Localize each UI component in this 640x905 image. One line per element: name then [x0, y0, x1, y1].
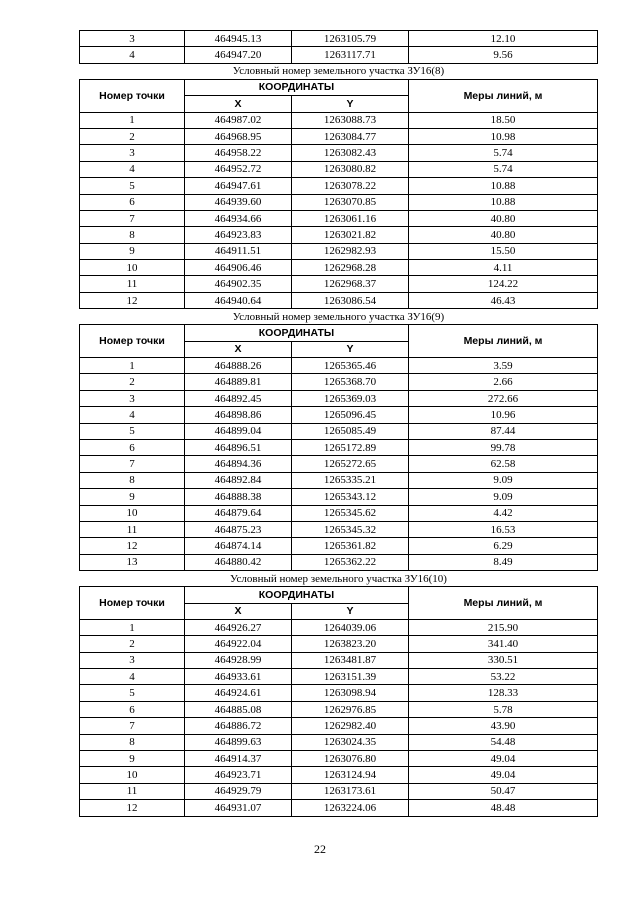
table-row: [80, 489, 598, 505]
point-number-cell: 6: [80, 439, 185, 455]
line-length-cell: 54.48: [409, 734, 598, 750]
point-number-cell: 2: [80, 374, 185, 390]
point-number-cell: 11: [80, 276, 185, 292]
point-number-header: Номер точки: [80, 79, 185, 112]
y-coordinate-cell: 1262976.85: [292, 701, 409, 717]
table-row: [80, 390, 598, 406]
table-row: [80, 47, 598, 63]
line-length-cell: 5.74: [409, 161, 598, 177]
y-coordinate-cell: 1265345.62: [292, 505, 409, 521]
point-number-cell: 3: [80, 31, 185, 47]
table-row: [80, 210, 598, 226]
coordinates-table-body: [80, 31, 598, 817]
x-coordinate-cell: 464875.23: [185, 521, 292, 537]
x-coordinate-cell: 464902.35: [185, 276, 292, 292]
x-coordinate-cell: 464885.08: [185, 701, 292, 717]
line-length-cell: 341.40: [409, 636, 598, 652]
point-number-header: Номер точки: [80, 587, 185, 620]
point-number-cell: 8: [80, 472, 185, 488]
point-number-cell: 13: [80, 554, 185, 570]
line-length-cell: 9.56: [409, 47, 598, 63]
y-coordinate-cell: 1263224.06: [292, 800, 409, 816]
y-coordinate-cell: 1262968.37: [292, 276, 409, 292]
line-length-cell: 15.50: [409, 243, 598, 259]
point-number-cell: 3: [80, 390, 185, 406]
line-length-cell: 272.66: [409, 390, 598, 406]
coordinates-header: КООРДИНАТЫ: [185, 587, 409, 603]
point-number-cell: 5: [80, 685, 185, 701]
y-coordinate-cell: 1263024.35: [292, 734, 409, 750]
line-length-cell: 8.49: [409, 554, 598, 570]
y-coordinate-cell: 1262982.93: [292, 243, 409, 259]
point-number-cell: 8: [80, 227, 185, 243]
x-coordinate-cell: 464898.86: [185, 407, 292, 423]
point-number-cell: 2: [80, 636, 185, 652]
parcel-caption-row: [80, 63, 598, 79]
line-length-header: Меры линий, м: [409, 325, 598, 358]
x-coordinate-cell: 464929.79: [185, 783, 292, 799]
line-length-cell: 9.09: [409, 489, 598, 505]
y-coordinate-cell: 1265365.46: [292, 358, 409, 374]
table-row: [80, 260, 598, 276]
point-number-cell: 12: [80, 800, 185, 816]
x-coordinate-cell: 464923.83: [185, 227, 292, 243]
x-coordinate-cell: 464922.04: [185, 636, 292, 652]
y-coordinate-cell: 1262968.28: [292, 260, 409, 276]
line-length-cell: 4.42: [409, 505, 598, 521]
table-row: [80, 194, 598, 210]
table-row: [80, 407, 598, 423]
y-coordinate-cell: 1263124.94: [292, 767, 409, 783]
point-number-cell: 1: [80, 112, 185, 128]
x-coordinate-cell: 464947.61: [185, 178, 292, 194]
y-coordinate-cell: 1263088.73: [292, 112, 409, 128]
line-length-cell: 49.04: [409, 767, 598, 783]
x-coordinate-cell: 464947.20: [185, 47, 292, 63]
parcel-title: Условный номер земельного участка ЗУ16(8): [80, 63, 598, 79]
y-coordinate-cell: 1265345.32: [292, 521, 409, 537]
table-row: [80, 178, 598, 194]
y-coordinate-cell: 1265096.45: [292, 407, 409, 423]
y-coordinate-cell: 1265369.03: [292, 390, 409, 406]
y-coordinate-cell: 1265272.65: [292, 456, 409, 472]
y-coordinate-cell: 1263823.20: [292, 636, 409, 652]
table-row: [80, 128, 598, 144]
table-row: [80, 161, 598, 177]
y-coordinate-cell: 1263080.82: [292, 161, 409, 177]
y-coordinate-cell: 1263078.22: [292, 178, 409, 194]
parcel-caption-row: [80, 309, 598, 325]
line-length-cell: 46.43: [409, 292, 598, 308]
table-row: [80, 112, 598, 128]
x-coordinate-cell: 464911.51: [185, 243, 292, 259]
table-row: [80, 701, 598, 717]
parcel-caption-row: [80, 571, 598, 587]
y-coordinate-cell: 1262982.40: [292, 718, 409, 734]
header-row: [80, 325, 598, 341]
x-coordinate-cell: 464939.60: [185, 194, 292, 210]
line-length-cell: 9.09: [409, 472, 598, 488]
line-length-cell: 4.11: [409, 260, 598, 276]
x-coordinate-cell: 464914.37: [185, 751, 292, 767]
point-number-cell: 6: [80, 194, 185, 210]
y-header: Y: [292, 603, 409, 619]
table-row: [80, 292, 598, 308]
point-number-cell: 7: [80, 210, 185, 226]
point-number-cell: 9: [80, 489, 185, 505]
line-length-cell: 40.80: [409, 227, 598, 243]
point-number-cell: 12: [80, 538, 185, 554]
x-coordinate-cell: 464906.46: [185, 260, 292, 276]
header-row: [80, 587, 598, 603]
x-header: X: [185, 341, 292, 357]
y-coordinate-cell: 1263481.87: [292, 652, 409, 668]
table-row: [80, 374, 598, 390]
y-coordinate-cell: 1265085.49: [292, 423, 409, 439]
x-coordinate-cell: 464924.61: [185, 685, 292, 701]
table-row: [80, 538, 598, 554]
table-row: [80, 619, 598, 635]
x-coordinate-cell: 464889.81: [185, 374, 292, 390]
line-length-cell: 5.74: [409, 145, 598, 161]
y-coordinate-cell: 1264039.06: [292, 619, 409, 635]
table-row: [80, 31, 598, 47]
point-number-cell: 5: [80, 178, 185, 194]
x-coordinate-cell: 464896.51: [185, 439, 292, 455]
x-coordinate-cell: 464888.26: [185, 358, 292, 374]
x-coordinate-cell: 464931.07: [185, 800, 292, 816]
line-length-cell: 215.90: [409, 619, 598, 635]
y-coordinate-cell: 1265361.82: [292, 538, 409, 554]
point-number-cell: 9: [80, 751, 185, 767]
point-number-cell: 10: [80, 767, 185, 783]
y-coordinate-cell: 1265343.12: [292, 489, 409, 505]
table-row: [80, 783, 598, 799]
x-coordinate-cell: 464934.66: [185, 210, 292, 226]
x-coordinate-cell: 464933.61: [185, 669, 292, 685]
table-row: [80, 734, 598, 750]
line-length-header: Меры линий, м: [409, 79, 598, 112]
line-length-cell: 40.80: [409, 210, 598, 226]
table-row: [80, 767, 598, 783]
x-coordinate-cell: 464899.04: [185, 423, 292, 439]
y-coordinate-cell: 1263173.61: [292, 783, 409, 799]
coordinates-table: [79, 30, 598, 817]
x-coordinate-cell: 464894.36: [185, 456, 292, 472]
line-length-cell: 330.51: [409, 652, 598, 668]
parcel-title: Условный номер земельного участка ЗУ16(10): [80, 571, 598, 587]
line-length-cell: 49.04: [409, 751, 598, 767]
line-length-cell: 3.59: [409, 358, 598, 374]
x-coordinate-cell: 464958.22: [185, 145, 292, 161]
table-row: [80, 554, 598, 570]
y-header: Y: [292, 341, 409, 357]
x-header: X: [185, 603, 292, 619]
line-length-cell: 18.50: [409, 112, 598, 128]
y-coordinate-cell: 1263084.77: [292, 128, 409, 144]
x-coordinate-cell: 464879.64: [185, 505, 292, 521]
y-coordinate-cell: 1263105.79: [292, 31, 409, 47]
table-row: [80, 439, 598, 455]
point-number-cell: 1: [80, 358, 185, 374]
coordinates-header: КООРДИНАТЫ: [185, 325, 409, 341]
point-number-cell: 10: [80, 505, 185, 521]
line-length-cell: 128.33: [409, 685, 598, 701]
x-coordinate-cell: 464928.99: [185, 652, 292, 668]
table-row: [80, 718, 598, 734]
point-number-cell: 7: [80, 456, 185, 472]
line-length-cell: 6.29: [409, 538, 598, 554]
line-length-cell: 10.88: [409, 178, 598, 194]
y-header: Y: [292, 96, 409, 112]
x-coordinate-cell: 464892.84: [185, 472, 292, 488]
point-number-cell: 7: [80, 718, 185, 734]
line-length-header: Меры линий, м: [409, 587, 598, 620]
x-coordinate-cell: 464987.02: [185, 112, 292, 128]
table-row: [80, 521, 598, 537]
x-coordinate-cell: 464892.45: [185, 390, 292, 406]
point-number-cell: 3: [80, 652, 185, 668]
x-coordinate-cell: 464952.72: [185, 161, 292, 177]
point-number-cell: 5: [80, 423, 185, 439]
header-row: [80, 79, 598, 95]
table-row: [80, 227, 598, 243]
x-coordinate-cell: 464899.63: [185, 734, 292, 750]
point-number-cell: 2: [80, 128, 185, 144]
point-number-cell: 11: [80, 783, 185, 799]
y-coordinate-cell: 1263070.85: [292, 194, 409, 210]
line-length-cell: 43.90: [409, 718, 598, 734]
coordinates-header: КООРДИНАТЫ: [185, 79, 409, 95]
table-row: [80, 358, 598, 374]
line-length-cell: 16.53: [409, 521, 598, 537]
point-number-cell: 6: [80, 701, 185, 717]
x-coordinate-cell: 464886.72: [185, 718, 292, 734]
y-coordinate-cell: 1265335.21: [292, 472, 409, 488]
y-coordinate-cell: 1265172.89: [292, 439, 409, 455]
point-number-cell: 4: [80, 407, 185, 423]
line-length-cell: 124.22: [409, 276, 598, 292]
point-number-cell: 11: [80, 521, 185, 537]
table-row: [80, 276, 598, 292]
table-row: [80, 423, 598, 439]
x-coordinate-cell: 464945.13: [185, 31, 292, 47]
line-length-cell: 62.58: [409, 456, 598, 472]
line-length-cell: 10.98: [409, 128, 598, 144]
table-row: [80, 800, 598, 816]
point-number-cell: 8: [80, 734, 185, 750]
coordinates-document: [79, 30, 597, 817]
y-coordinate-cell: 1263021.82: [292, 227, 409, 243]
point-number-cell: 1: [80, 619, 185, 635]
point-number-cell: 4: [80, 669, 185, 685]
point-number-cell: 3: [80, 145, 185, 161]
line-length-cell: 48.48: [409, 800, 598, 816]
y-coordinate-cell: 1263117.71: [292, 47, 409, 63]
table-row: [80, 472, 598, 488]
x-header: X: [185, 96, 292, 112]
point-number-cell: 4: [80, 47, 185, 63]
table-row: [80, 751, 598, 767]
point-number-header: Номер точки: [80, 325, 185, 358]
table-row: [80, 456, 598, 472]
x-coordinate-cell: 464940.64: [185, 292, 292, 308]
x-coordinate-cell: 464926.27: [185, 619, 292, 635]
table-row: [80, 145, 598, 161]
y-coordinate-cell: 1263076.80: [292, 751, 409, 767]
table-row: [80, 636, 598, 652]
line-length-cell: 87.44: [409, 423, 598, 439]
y-coordinate-cell: 1263086.54: [292, 292, 409, 308]
y-coordinate-cell: 1263151.39: [292, 669, 409, 685]
table-row: [80, 243, 598, 259]
x-coordinate-cell: 464968.95: [185, 128, 292, 144]
y-coordinate-cell: 1265368.70: [292, 374, 409, 390]
point-number-cell: 4: [80, 161, 185, 177]
y-coordinate-cell: 1263061.16: [292, 210, 409, 226]
line-length-cell: 10.96: [409, 407, 598, 423]
line-length-cell: 53.22: [409, 669, 598, 685]
point-number-cell: 12: [80, 292, 185, 308]
table-row: [80, 505, 598, 521]
line-length-cell: 2.66: [409, 374, 598, 390]
x-coordinate-cell: 464874.14: [185, 538, 292, 554]
point-number-cell: 9: [80, 243, 185, 259]
x-coordinate-cell: 464888.38: [185, 489, 292, 505]
table-row: [80, 685, 598, 701]
line-length-cell: 10.88: [409, 194, 598, 210]
y-coordinate-cell: 1263082.43: [292, 145, 409, 161]
table-row: [80, 669, 598, 685]
point-number-cell: 10: [80, 260, 185, 276]
line-length-cell: 50.47: [409, 783, 598, 799]
y-coordinate-cell: 1263098.94: [292, 685, 409, 701]
line-length-cell: 99.78: [409, 439, 598, 455]
line-length-cell: 12.10: [409, 31, 598, 47]
line-length-cell: 5.78: [409, 701, 598, 717]
page-number: 22: [314, 842, 326, 856]
table-row: [80, 652, 598, 668]
parcel-title: Условный номер земельного участка ЗУ16(9): [80, 309, 598, 325]
x-coordinate-cell: 464880.42: [185, 554, 292, 570]
x-coordinate-cell: 464923.71: [185, 767, 292, 783]
y-coordinate-cell: 1265362.22: [292, 554, 409, 570]
